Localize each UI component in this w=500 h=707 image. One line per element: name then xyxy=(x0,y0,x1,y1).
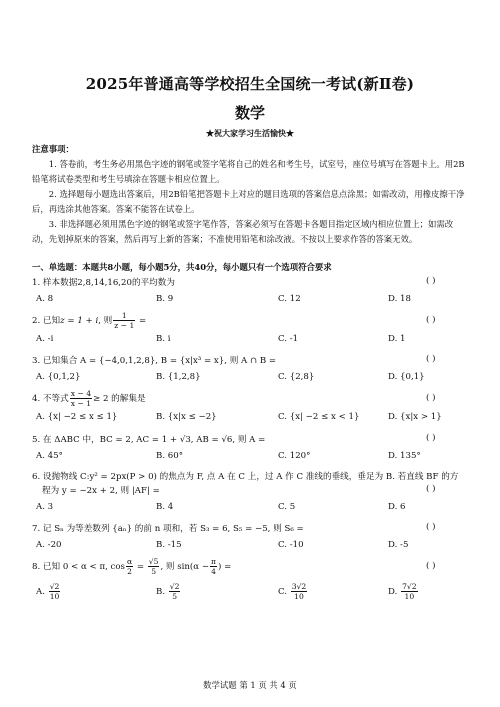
question-stem: 1. 样本数据2,8,14,16,20的平均数为 xyxy=(32,278,175,288)
answer-paren: ( ) xyxy=(426,433,436,443)
option-c: C. {x| −2 ≤ x < 1} xyxy=(278,412,360,422)
question-2 xyxy=(32,311,474,346)
option-a: A. {0,1,2} xyxy=(36,372,81,382)
option-a: A. $\frac{√2}{10}$ xyxy=(36,582,60,601)
option-c: C. 120° xyxy=(278,451,311,461)
option-c: C. $\frac{3√2}{10}$ xyxy=(278,582,307,601)
option-a: A. {x| −2 ≤ x ≤ 1} xyxy=(36,412,118,422)
answer-paren: ( ) xyxy=(426,484,436,494)
option-d: D. -5 xyxy=(388,540,409,550)
question-3 xyxy=(32,354,474,384)
question-stem-cont: 程为 y = −2x + 2, 则 |AF| = xyxy=(42,486,160,496)
option-c: C. 12 xyxy=(278,294,301,304)
question-stem: 4. 不等式 $\frac{x - 4}{x - 1}$ ≥ 2 的解集是 xyxy=(32,389,146,408)
option-d: D. 18 xyxy=(388,294,411,304)
option-c: C. -1 xyxy=(278,334,299,344)
question-stem: 2. 已知z = 1 + i, 则 $\frac{1}{z - 1}$ = xyxy=(32,311,147,330)
option-b: B. -15 xyxy=(156,540,182,550)
note-item: 2. 选择题每小题选出答案后，用2B铅笔把答题卡上对应的题目选项的答案信息点涂黑；如需改动，用橡皮擦干净后，再选涂其他答案。答案不能答在试卷上。 xyxy=(32,189,465,214)
option-d: D. {0,1} xyxy=(388,372,425,382)
option-a: A. 3 xyxy=(36,502,54,512)
question-4 xyxy=(32,389,474,424)
question-stem: 5. 在 ΔABC 中，BC = 2, AC = 1 + √3, AB = √6, 则 A = xyxy=(32,435,266,445)
note-item: 3. 非选择题必须用黑色字迹的钢笔或签字笔作答，答案必须写在答题卡各题目指定区域内相应位置上；如需改动，先划掉原来的答案，然后再写上新的答案；不准使用铅笔和涂改液。不按以上要求作答的答案无效。 xyxy=(32,219,454,244)
option-d: D. 6 xyxy=(388,502,406,512)
option-d: D. {x|x > 1} xyxy=(388,412,442,422)
question-8 xyxy=(32,557,474,604)
question-stem: 6. 设抛物线 C:y² = 2px(P > 0) 的焦点为 F, 点 A 在 C 上，过 A 作 C 准线的垂线，垂足为 B. 若直线 BF 的方 xyxy=(32,472,459,482)
question-6 xyxy=(32,470,474,514)
option-d: D. $\frac{7√2}{10}$ xyxy=(388,582,417,601)
answer-paren: ( ) xyxy=(426,522,436,532)
subject-title: 数学 xyxy=(234,104,265,122)
question-stem: 7. 记 Sₙ 为等差数列 {aₙ} 的前 n 项和，若 S₃ = 6, S₅ = −5, 则 S₆ = xyxy=(32,524,304,534)
option-b: B. 9 xyxy=(156,294,174,304)
answer-paren: ( ) xyxy=(426,393,436,403)
option-c: C. -10 xyxy=(278,540,304,550)
answer-paren: ( ) xyxy=(426,561,436,571)
page-footer: 数学试题 第 1 页 共 4 页 xyxy=(203,680,297,690)
option-b: B. 4 xyxy=(156,502,174,512)
answer-paren: ( ) xyxy=(426,315,436,325)
motto: ★祝大家学习生活愉快★ xyxy=(206,128,294,138)
exam-title: 2025年普通高等学校招生全国统一考试(新Ⅱ卷) xyxy=(85,75,415,93)
question-5 xyxy=(32,433,474,463)
notes-block xyxy=(32,142,468,247)
option-b: B. {1,2,8} xyxy=(156,372,201,382)
option-a: A. 8 xyxy=(36,294,54,304)
note-item: 1. 答卷前，考生务必用黑色字迹的钢笔或签字笔将自己的姓名和考生号，试室号，座位号填写在答题卡上。用2B铅笔将试卷类型和考生号填涂在答题卡相应位置上。 xyxy=(32,159,465,184)
option-d: D. 1 xyxy=(388,334,406,344)
question-1 xyxy=(32,276,474,306)
question-stem: 3. 已知集合 A = {−4,0,1,2,8}, B = {x|x³ = x}, 则 A ∩ B = xyxy=(32,356,277,366)
option-c: C. 5 xyxy=(278,502,296,512)
option-b: B. i xyxy=(156,334,171,344)
option-a: A. -20 xyxy=(36,540,62,550)
answer-paren: ( ) xyxy=(426,354,436,364)
option-b: B. {x|x ≤ −2} xyxy=(156,412,217,422)
option-b: B. 60° xyxy=(156,451,184,461)
option-d: D. 135° xyxy=(388,451,421,461)
question-7 xyxy=(32,522,474,552)
notes-heading: 注意事项： xyxy=(32,144,74,154)
option-b: B. $\frac{√2}{5}$ xyxy=(156,582,180,601)
section-heading: 一、单选题：本题共8小题，每小题5分，共40分，每小题只有一个选项符合要求 xyxy=(32,262,332,272)
option-a: A. 45° xyxy=(36,451,63,461)
question-stem: 8. 已知 0 < α < π, cos $\frac{\alpha}{2}$ = $\frac{√5}{5}$ , 则 sin(α − $\frac{\pi}{4}$ ) = xyxy=(32,557,232,576)
answer-paren: ( ) xyxy=(426,276,436,286)
option-c: C. {2,8} xyxy=(278,372,315,382)
option-a: A. -i xyxy=(36,334,54,344)
